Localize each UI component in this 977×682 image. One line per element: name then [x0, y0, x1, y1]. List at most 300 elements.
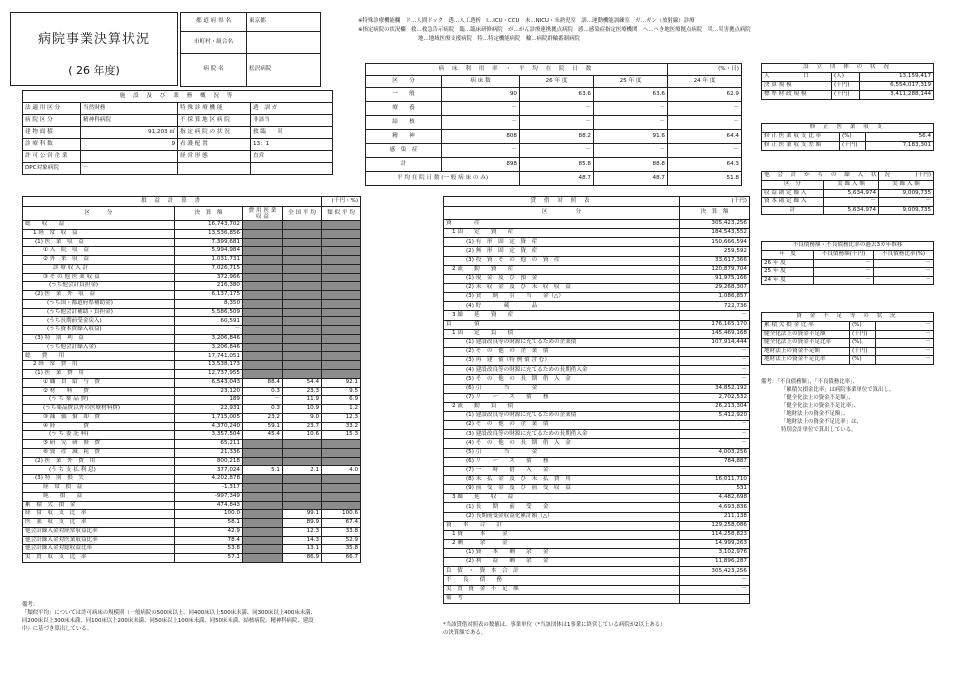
table-row: [23, 501, 361, 510]
cell: (1) 医 業 費 用: [23, 370, 175, 379]
cell: [283, 440, 322, 449]
cell: 184,543,552: [680, 229, 750, 238]
cell: －: [874, 268, 934, 277]
cell: ③ 減 価 償 却 費: [23, 413, 175, 422]
shortage-heading: 資 金 不 足 等 の 状 況: [762, 313, 934, 322]
table-row: [444, 411, 750, 420]
cell: －: [680, 421, 750, 430]
cell: [243, 475, 283, 484]
cell: 3 繰 延 資 産: [444, 311, 680, 320]
note-line: 「健全化法上の資金不足額」、: [781, 395, 854, 401]
cell: [322, 352, 361, 361]
cell: [243, 299, 283, 308]
cell: 3,206,846: [175, 334, 243, 343]
cell: 経 常 収 支 比 率: [23, 510, 175, 519]
cell: －: [520, 116, 594, 130]
cell: [243, 457, 283, 466]
cell: 5,634,974: [824, 189, 879, 198]
table-row: [444, 402, 750, 411]
cell: (7) 一 時 借 入 金: [444, 466, 680, 475]
cell: [243, 221, 283, 230]
cell: [322, 282, 361, 291]
cell: [283, 247, 322, 256]
table-row: [444, 494, 750, 503]
cell: [322, 334, 361, 343]
cell: 150,666,594: [680, 238, 750, 247]
cell: 3,102,976: [680, 549, 750, 558]
cell: 健全化法上の資金不足額: [762, 330, 850, 339]
cell: [243, 282, 283, 291]
cell: 2,702,532: [680, 393, 750, 402]
cell: [283, 221, 322, 230]
cell: [243, 256, 283, 265]
transfer-table: [761, 171, 934, 215]
cell: 808: [442, 130, 520, 144]
cell: (1) 有 形 固 定 資 産: [444, 238, 680, 247]
cell: 他会計繰入金対経常収益比率: [23, 527, 175, 536]
cell: 64.3: [668, 158, 742, 172]
cell: 健全化法上の資金不足比率: [762, 339, 850, 348]
cell: －: [680, 347, 750, 356]
cell: 結 核: [366, 116, 442, 130]
cell: 24 年 度: [762, 276, 814, 285]
city-value: [247, 32, 321, 54]
cell: －: [680, 311, 750, 320]
cell: 3,206,846: [175, 343, 243, 352]
table-row: [366, 88, 742, 102]
table-row: [762, 276, 934, 285]
fac-value: 透 訓 ガ: [251, 103, 333, 115]
table-row: [444, 293, 750, 302]
cell: －: [520, 102, 594, 116]
cell: (5) 引 当 金: [444, 448, 680, 457]
table-row: [366, 158, 742, 172]
cell: 医 業 収 支 比 率: [23, 519, 175, 528]
fac-label: 経 営 形 態: [178, 151, 251, 163]
cell: [322, 299, 361, 308]
cell: [322, 256, 361, 265]
cell: (人): [832, 73, 860, 82]
cell: [283, 282, 322, 291]
table-row: [23, 431, 361, 440]
cell: [322, 457, 361, 466]
fac-label: DPC対象病院: [23, 163, 81, 175]
cell: (う ち 支 払 利 息): [23, 466, 175, 475]
cell: 33.2: [322, 422, 361, 431]
fiscal-year: ( 26 年度): [68, 64, 120, 77]
cell: 48.7: [520, 172, 594, 186]
cell: －: [520, 144, 594, 158]
cell: (2) 長期前受金収益化累計額（△）: [444, 512, 680, 521]
cell: 1 経 常 収 益: [23, 229, 175, 238]
title-box: [10, 12, 178, 86]
table-row: [23, 299, 361, 308]
cell: 129,258,086: [680, 521, 750, 530]
cell: 898: [442, 158, 520, 172]
cell: (%): [850, 322, 876, 331]
cell: [322, 492, 361, 501]
table-row: [23, 422, 361, 431]
cell: －: [668, 116, 742, 130]
table-row: [762, 330, 934, 339]
cell: －: [175, 326, 243, 335]
cell: 9.0: [283, 413, 322, 422]
cell: 10.9: [283, 405, 322, 414]
cell: (9) 前 受 金 及 び 前 受 収 益: [444, 485, 680, 494]
cell: [243, 238, 283, 247]
cell: －: [680, 585, 750, 594]
cell: 42.9: [175, 527, 243, 536]
bad-debt-table: [761, 241, 934, 285]
bad-debt-heading: 不良債務額・不良債務比率の過去3カ年推移: [762, 242, 934, 251]
table-row: [23, 545, 361, 554]
cell: [243, 527, 283, 536]
cell: 実 質 資 金 不 足 額: [444, 585, 680, 594]
cell: 他会計繰入金対医業収益比率: [23, 536, 175, 545]
cell: 259,592: [680, 247, 750, 256]
cell: [283, 492, 322, 501]
cell: (うち他会計負担金): [23, 282, 175, 291]
table-row: [444, 357, 750, 366]
cell: 4,202,878: [175, 475, 243, 484]
cell: －: [876, 339, 934, 348]
cell: 33.8: [322, 527, 361, 536]
cell: 11,896,287: [680, 558, 750, 567]
cell: [283, 370, 322, 379]
table-row: [444, 320, 750, 329]
cell: (2) そ の 他 の 企 業 債: [444, 421, 680, 430]
revenue-table: [761, 123, 934, 151]
table-row: [444, 430, 750, 439]
fac-value: 救 臨 災: [251, 127, 333, 139]
cell: 5,994,984: [175, 247, 243, 256]
fac-value: 91,203 ㎡: [81, 127, 178, 139]
pl-note: [22, 601, 357, 633]
cell: 修 正 医 業 収 支 比 率: [762, 133, 840, 142]
cell: 負 債 ・ 資 本 合 計: [444, 567, 680, 576]
cell: 6,137,175: [175, 291, 243, 300]
beds-col: 病 床 数: [442, 76, 520, 88]
table-row: [444, 457, 750, 466]
facility-table: [22, 90, 333, 175]
cell: (千円): [850, 347, 876, 356]
cell: ② 外 来 収 益: [23, 256, 175, 265]
cell: 99.1: [283, 510, 322, 519]
cell: 91,975,166: [680, 274, 750, 283]
cell: 45.4: [243, 431, 283, 440]
cell: 531: [680, 485, 750, 494]
table-row: [23, 483, 361, 492]
cell: [322, 229, 361, 238]
note-line: 同200床以上300床未満、同100床以上200床未満、同50床以上100床未満、同50床未満、結核病院、精神科病院、建設: [22, 618, 314, 624]
cell: 5,412,920: [680, 411, 750, 420]
cell: －: [680, 366, 750, 375]
cell: 9,009,735: [879, 206, 934, 215]
cell: 13,538,173: [175, 361, 243, 370]
table-row: [23, 510, 361, 519]
table-row: [444, 503, 750, 512]
table-row: [366, 172, 742, 186]
table-row: [23, 475, 361, 484]
cell: 305,423,256: [680, 220, 750, 229]
cell: 21,336: [175, 448, 243, 457]
cell: [283, 299, 322, 308]
cell: 5,586,509: [175, 308, 243, 317]
cell: 地財法上の資金不足比率: [762, 356, 850, 365]
note-line: 「類似平均」については許可病床の規模別（一般病院の500床以上、同400床以上500床未満、同300床以上400床未満、: [22, 610, 316, 616]
fac-label: 病 院 区 分: [23, 115, 81, 127]
table-row: [444, 238, 750, 247]
cell: 負 債: [444, 320, 680, 329]
table-row: [366, 102, 742, 116]
cell: －: [874, 276, 934, 285]
pref-value: 東京都: [247, 13, 321, 32]
cell: [283, 334, 322, 343]
cell: 備 考: [444, 594, 680, 603]
table-row: [444, 274, 750, 283]
cell: －: [442, 144, 520, 158]
cell: 0.3: [243, 405, 283, 414]
cell: 計: [366, 158, 442, 172]
fac-label: 指 定 病 院 の 状 況: [178, 127, 251, 139]
cell: 1 資 本 金: [444, 530, 680, 539]
cell: [322, 483, 361, 492]
cell: [322, 238, 361, 247]
fac-value: 13：1: [251, 139, 333, 151]
table-row: [444, 512, 750, 521]
cell: 78.4: [175, 536, 243, 545]
cell: ③ そ の 他 医 業 収 益: [23, 273, 175, 282]
cell: －: [668, 144, 742, 158]
hospital-label: 病 院 名: [181, 54, 247, 87]
pl-col: 類 似 平 均: [322, 207, 361, 221]
cell: 4,482,698: [680, 494, 750, 503]
cell: 26,213,304: [680, 402, 750, 411]
table-row: [444, 485, 750, 494]
cell: 3,357,504: [175, 431, 243, 440]
cell: 53.8: [175, 545, 243, 554]
cell: 88.8: [594, 158, 668, 172]
table-row: [444, 393, 750, 402]
cell: 100.0: [175, 510, 243, 519]
bs-col: 区 分: [444, 207, 680, 220]
cell: 不 良 債 務: [444, 576, 680, 585]
cell: 65,211: [175, 440, 243, 449]
cell: 11.9: [283, 396, 322, 405]
cell: 7,183,301: [866, 142, 934, 151]
cell: (1) 現 金 及 び 預 金: [444, 274, 680, 283]
table-row: [444, 311, 750, 320]
cell: [243, 247, 283, 256]
cell: 784,887: [680, 457, 750, 466]
cell: 48.7: [594, 172, 668, 186]
cell: [243, 501, 283, 510]
cell: 2 流 動 資 産: [444, 265, 680, 274]
legend-line-2: ※指定病院の状況欄 救…救急告示病院 臨…臨床研修病院 が…がん診療連携拠点病院 感…感染症指定医療機関 へ…へき地医療拠点病院 災…災害拠点病院: [358, 27, 751, 33]
facility-heading: 施 設 及 び 業 務 概 況 等: [23, 91, 333, 103]
cell: 7,399,681: [175, 238, 243, 247]
cell: (3) 特 別 損 失: [23, 475, 175, 484]
cell: 176,165,170: [680, 320, 750, 329]
cell: 3,411,288,144: [860, 91, 934, 100]
cell: [243, 536, 283, 545]
cell: 決 算 規 模: [762, 82, 832, 91]
note-line: *当該貸借対照表の数値は、事業単位（*当該団体は1事業に終営している病院が2以上ある）: [443, 622, 666, 628]
cell: 86.9: [283, 554, 322, 563]
cell: －: [876, 322, 934, 331]
cell: (うち他会計補助・負担金): [23, 308, 175, 317]
table-row: [762, 133, 934, 142]
balance-sheet-table: [443, 196, 750, 604]
table-row: [23, 334, 361, 343]
table-row: [366, 144, 742, 158]
cell: 7,026,715: [175, 264, 243, 273]
cell: (2) 医 業 外 費 用: [23, 457, 175, 466]
table-row: [444, 265, 750, 274]
cell: 305,423,256: [680, 567, 750, 576]
cell: 2 経 常 費 用: [23, 361, 175, 370]
fac-value: 非該当: [251, 115, 333, 127]
cell: 23.2: [243, 413, 283, 422]
cell: 92.1: [322, 378, 361, 387]
cell: 85.8: [520, 158, 594, 172]
cell: 23.3: [283, 387, 322, 396]
cell: ⑥ 資 産 減 耗 費: [23, 448, 175, 457]
shortage-table: [761, 312, 934, 365]
bs-col: 決 算 額: [680, 207, 750, 220]
cell: [283, 475, 322, 484]
cell: [243, 308, 283, 317]
cell: 1,086,857: [680, 293, 750, 302]
cell: (千円): [850, 330, 876, 339]
fac-value: 直営: [251, 151, 333, 163]
cell: (3) 貸 倒 引 当 金（△）: [444, 293, 680, 302]
table-row: [23, 466, 361, 475]
table-row: [23, 264, 361, 273]
note-line: 備考：: [22, 602, 39, 608]
cell: 89.9: [283, 519, 322, 528]
cell: 25 年 度: [762, 268, 814, 277]
cell: [322, 317, 361, 326]
cell: 52.9: [322, 536, 361, 545]
hospital-value: 松沢病院: [247, 54, 321, 87]
cell: [243, 440, 283, 449]
cell: [243, 361, 283, 370]
cell: －: [876, 330, 934, 339]
table-row: [23, 317, 361, 326]
cell: -997,349: [175, 492, 243, 501]
cell: 診 療 収 入 計: [23, 264, 175, 273]
cell: 3 繰 延 収 益: [444, 494, 680, 503]
cell: －: [442, 102, 520, 116]
cell: 2 剰 余 金: [444, 539, 680, 548]
table-row: [23, 256, 361, 265]
table-row: [444, 247, 750, 256]
cell: (5) そ の 他 の 長 期 借 入 金: [444, 375, 680, 384]
cell: (千円): [832, 82, 860, 91]
cell: 54.4: [283, 378, 322, 387]
cell: [283, 308, 322, 317]
fac-label: 法 適 用 区 分: [23, 103, 81, 115]
table-row: [23, 343, 361, 352]
table-row: [762, 339, 934, 348]
table-row: [23, 519, 361, 528]
cell: [243, 229, 283, 238]
table-row: [762, 142, 934, 151]
cell: 26 年 度: [762, 259, 814, 268]
fac-label: 看 護 配 置: [178, 139, 251, 151]
cell: (1) 資 本 剰 余 金: [444, 549, 680, 558]
cell: 88.4: [243, 378, 283, 387]
cell: [322, 291, 361, 300]
cell: 累 積 欠 損 金 比 率: [762, 322, 850, 331]
cell: (3) 投 資 そ の 他 の 資 産: [444, 256, 680, 265]
cell: 収 益 勘 定 繰 入: [762, 189, 824, 198]
cell: 4,370,240: [175, 422, 243, 431]
cell: 100.6: [322, 510, 361, 519]
cell: (7) リ ー ス 債 務: [444, 393, 680, 402]
cell: ② 材 料 費: [23, 387, 175, 396]
cell: 4,693,836: [680, 503, 750, 512]
cell: 2.1: [283, 466, 322, 475]
table-row: [444, 585, 750, 594]
cell: 107,914,444: [680, 338, 750, 347]
cell: [322, 221, 361, 230]
table-row: [444, 530, 750, 539]
cell: [243, 291, 283, 300]
cell: [322, 370, 361, 379]
transfer-heading: 他 会 計 か ら の 繰 入 状 況: [762, 172, 879, 181]
cell: 474,843: [175, 501, 243, 510]
table-row: [23, 291, 361, 300]
cell: (1) 建設改良等の財源に充てるための企業債: [444, 411, 680, 420]
table-row: [366, 116, 742, 130]
cell: 資 本 合 計: [444, 521, 680, 530]
bs-heading: 貸 借 対 照 表: [444, 197, 680, 207]
table-row: [444, 448, 750, 457]
table-row: [23, 413, 361, 422]
cell: [322, 308, 361, 317]
cell: (うち資本費繰入収益): [23, 326, 175, 335]
table-row: [444, 366, 750, 375]
cell: 13,159,417: [860, 73, 934, 82]
cell: [243, 448, 283, 457]
legend-line-3: 地…地域医療支援病院 特…特定機能病院 輪…病院群輪番制病院: [418, 36, 580, 42]
cell: (2) 無 形 固 定 資 産: [444, 247, 680, 256]
cell: 療 養: [366, 102, 442, 116]
cell: 88.2: [520, 130, 594, 144]
table-row: [23, 229, 361, 238]
table-row: [444, 521, 750, 530]
cell: 地財法上の資金不足額: [762, 347, 850, 356]
table-row: [23, 536, 361, 545]
cell: 12.3: [283, 527, 322, 536]
note-line: 備考：「不良債務額」、「不良債務比率」、: [761, 379, 859, 385]
cell: 1 固 定 負 債: [444, 329, 680, 338]
cell: 資 産: [444, 220, 680, 229]
cell: (うち国・都道府県補助金): [23, 299, 175, 308]
cell: 377,024: [175, 466, 243, 475]
table-row: [23, 361, 361, 370]
cell: 一 般: [366, 88, 442, 102]
cell: [243, 554, 283, 563]
cell: 年 度: [762, 251, 814, 260]
table-row: [444, 421, 750, 430]
cell: 800,218: [175, 457, 243, 466]
bs-unit: (千円): [680, 197, 750, 207]
pl-col: 全 国 平 均: [283, 207, 322, 221]
cell: [283, 229, 322, 238]
